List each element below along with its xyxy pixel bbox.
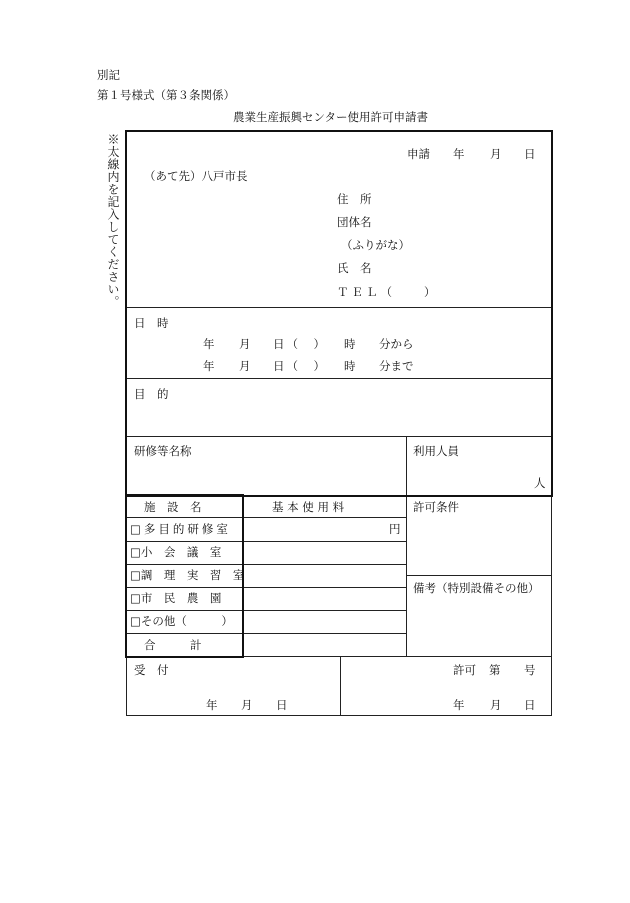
purpose-label: 目 的: [134, 387, 169, 401]
to-minute: 分まで: [379, 359, 414, 373]
addressee: （あて先）八戸市長: [144, 169, 248, 183]
person-unit: 人: [534, 476, 546, 490]
facility-row-farm: □市 民 農 園: [130, 591, 222, 605]
name-label: 氏 名: [337, 261, 372, 275]
remarks-label: 備考（特別設備その他）: [413, 581, 540, 595]
permit-label: 許可: [453, 663, 476, 677]
reception-month: 月: [241, 698, 253, 712]
divider-reception-col: [340, 656, 341, 716]
from-month: 月: [239, 337, 251, 351]
users-label: 利用人員: [413, 444, 459, 458]
address-label: 住 所: [337, 192, 372, 206]
facility-row-other: □その他（ ）: [130, 614, 233, 628]
to-day: 日（ ）: [273, 359, 327, 373]
apply-label: 申請: [407, 147, 430, 161]
to-hour: 時: [344, 359, 356, 373]
form-number: 第１号様式（第３条関係）: [97, 88, 235, 102]
facility-row-meeting-room: □小 会 議 室: [130, 545, 222, 559]
page-title: 農業生産振興センター使用許可申請書: [233, 110, 429, 124]
side-note: ※太線内を記入してください。: [106, 133, 120, 308]
permit-no-suffix: 号: [524, 663, 536, 677]
to-month: 月: [239, 359, 251, 373]
form-frame-bottom: [126, 715, 552, 716]
yen-unit: 円: [389, 522, 401, 536]
apply-year: 年: [453, 147, 465, 161]
furigana-label: （ふりがな）: [341, 238, 410, 252]
permit-no-prefix: 第: [489, 663, 501, 677]
training-name-label: 研修等名称: [134, 444, 192, 458]
thick-border-main: [125, 130, 553, 497]
facility-total: 合 計: [144, 638, 202, 652]
reception-label: 受 付: [134, 663, 169, 677]
permit-year: 年: [453, 698, 465, 712]
permit-month: 月: [490, 698, 502, 712]
facility-col-header: 施 設 名: [144, 500, 202, 514]
apply-day: 日: [524, 147, 536, 161]
from-day: 日（ ）: [273, 337, 327, 351]
reception-year: 年: [206, 698, 218, 712]
from-minute: 分から: [379, 337, 414, 351]
group-label: 団体名: [337, 215, 372, 229]
permit-day: 日: [524, 698, 536, 712]
from-hour: 時: [344, 337, 356, 351]
permission-conditions: 許可条件: [413, 500, 459, 514]
to-year: 年: [203, 359, 215, 373]
datetime-label: 日 時: [134, 316, 169, 330]
reception-day: 日: [276, 698, 288, 712]
facility-row-training-room: □多目的研修室: [130, 522, 231, 536]
appendix-label: 別記: [97, 68, 120, 82]
tel-label: ＴＥＬ（ ）: [337, 285, 439, 299]
divider-remarks: [406, 575, 552, 576]
fee-col-header: 基 本 使 用 料: [272, 500, 345, 514]
from-year: 年: [203, 337, 215, 351]
apply-month: 月: [490, 147, 502, 161]
facility-row-cooking-room: □調 理 実 習 室: [130, 568, 245, 582]
